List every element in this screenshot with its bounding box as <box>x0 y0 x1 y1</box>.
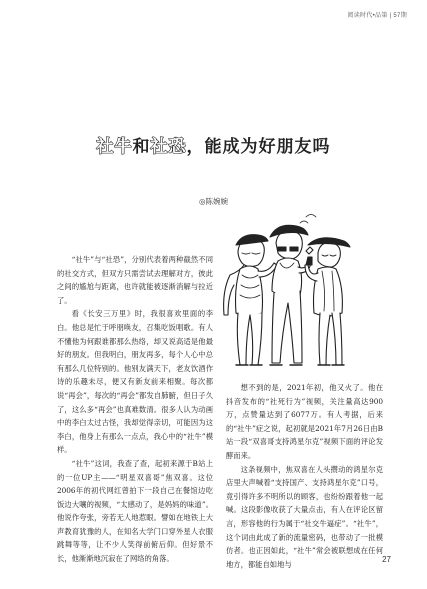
page-number: 27 <box>382 555 391 564</box>
title-part-3: 社恐 <box>150 137 187 157</box>
left-person-figure <box>224 235 277 365</box>
title-part-2: 和 <box>132 137 151 157</box>
title-part-1: 社牛 <box>96 137 133 157</box>
author-byline: ◎陈婉婉 <box>198 197 229 206</box>
right-text-column <box>226 381 383 571</box>
right-person-figure <box>305 238 350 365</box>
sound-lines-icon <box>300 215 316 224</box>
paragraph: “社牛”与“社恐”，分别代表着两种截然不同的社交方式，但双方只需尝试去理解对方，彼此之间的尴尬与距离，也许就能被逐渐消解与拉近了。 <box>57 255 213 305</box>
article-title <box>0 132 427 157</box>
running-header: 阅读时代•品第 | 57期 <box>347 13 407 19</box>
title-part-4: ，能成为好朋友吗 <box>186 137 331 157</box>
paragraph: 看《长安三万里》时，我很喜欢里面的李白。他总是忙于呼朋唤友，召集吃饭唱歌。有人不懂他为何跟谁都那么热络，却又说高适是他最好的朋友。但我明白，朋友再多，每个人心中总有那么几位特别的。他别友满天下，老友饮酒作诗的乐趣未尽，便又有新友前来相聚。每次都说“再会”，每次的“再会”都发自肺腑，但日子久了，这么多“再会”也真难数清。很多人认为动画中的李白太过古怪，我却觉得亲切，可能因为这李白，他身上有那么一点点，我心中的“社牛”模样。 <box>57 309 213 455</box>
paragraph: 想不到的是，2021年初，他又火了。他在抖音发布的“社死行为”视频，关注量高达900万，点赞量达到了6077万。有人考据，后来的“社牛”症之说，起初就是2021年7月26日由B站一段“双喜哥支持鸿星尔克”视频下面的评论发酵而来。 <box>226 383 383 460</box>
left-text-column <box>57 253 213 566</box>
middle-person-figure <box>270 225 313 365</box>
paragraph: “社牛”这词，我查了查，起初来源于B站上的一位UP主——“明星双喜哥”焦双喜。这位2006年的初代网红曾拍下一段自己在餐馆边吃饭边大嚷的视频，“太感动了，是妈妈的味道”。他说作夸张，旁若无人地惹眼。譬如在地铁上大声教育犹豫的人，在知名大学门口穿外星人衣服跳舞等等，让不少人笑得前俯后仰。但好景不长，他渐渐地沉寂在了网络的角落。 <box>57 458 213 564</box>
paragraph: 这条视频中，焦双喜在人头攒动的鸿星尔克店里大声喊着“支持国产、支持鸿星尔克”口号，竟引得许多不明所以的顾客，也纷纷跟着他一起喊。这段影像收获了大量点击，有人在评论区留言，形容他的行为属于“社交牛逼症”。“社牛”，这个词由此成了新的流量密码，也带动了一批模仿者。也正因如此，“社牛”常会被联想成在任何地方，都能自如地与 <box>226 464 383 569</box>
group-of-friends-illustration <box>214 209 364 374</box>
